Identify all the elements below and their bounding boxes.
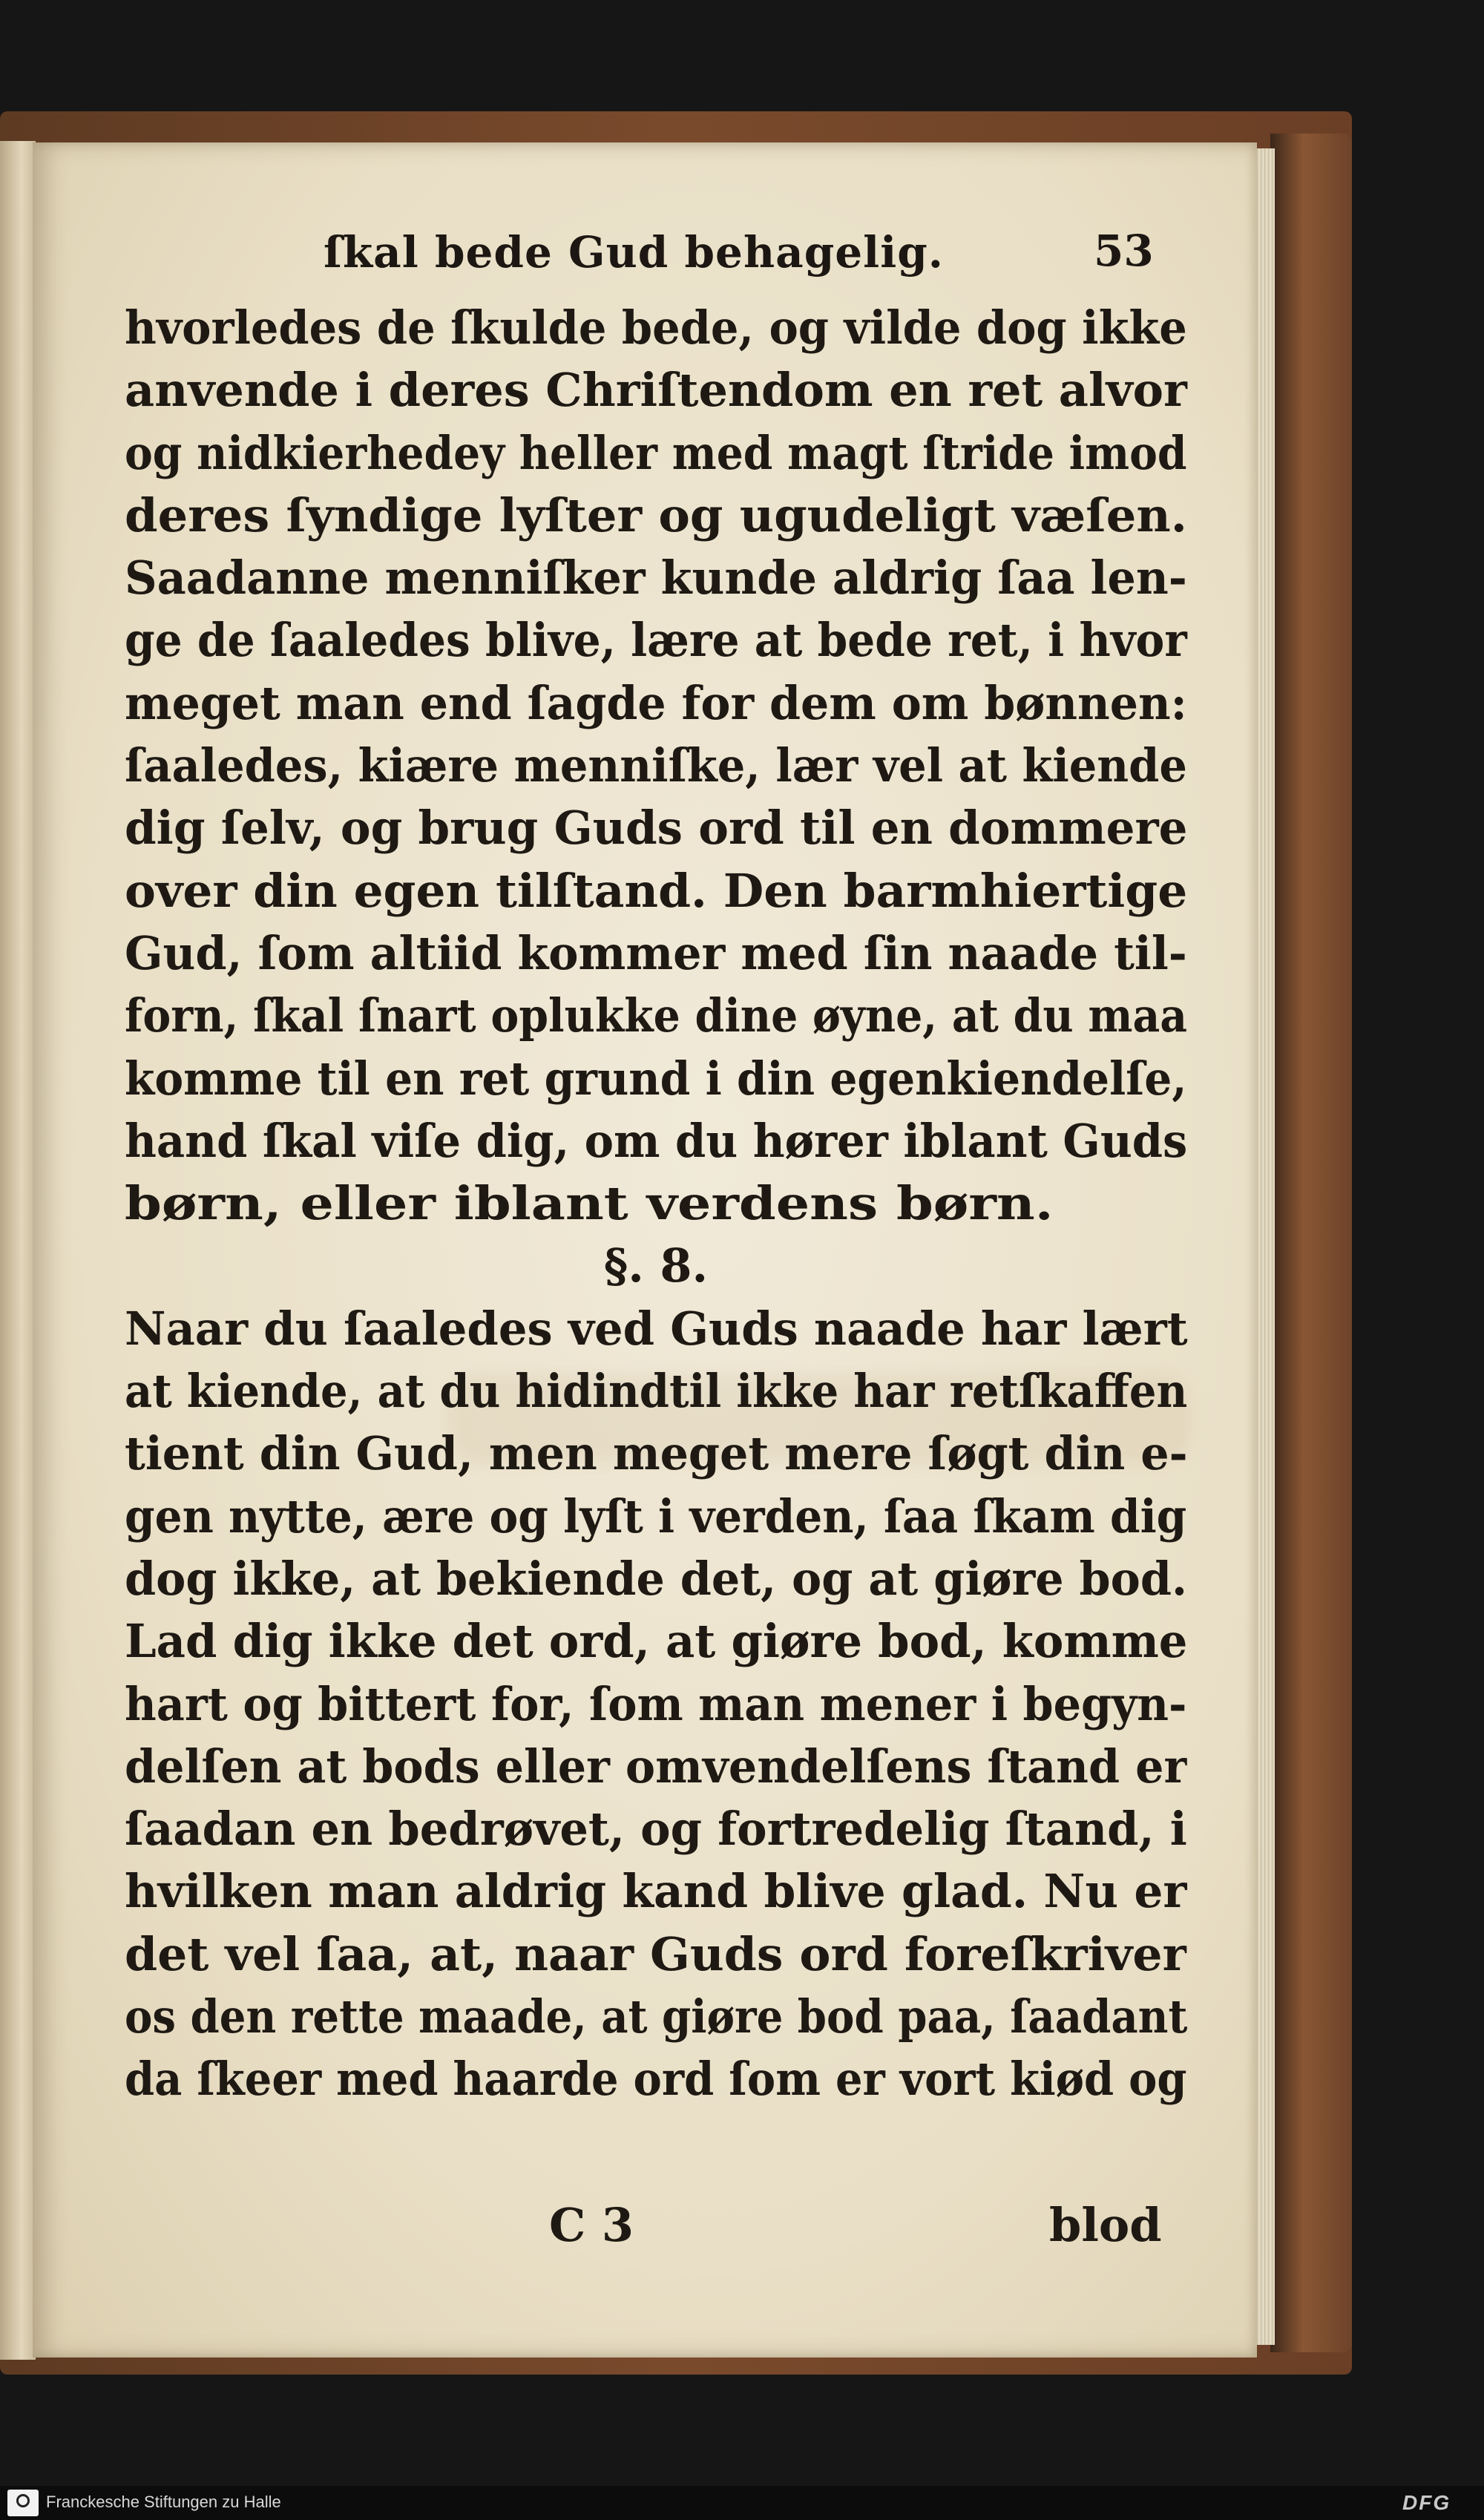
text-line: og nidkierhedey heller med magt ſtride imod [125, 425, 1187, 480]
text-line: dog ikke, at bekiende det, og at giøre bod. [125, 1551, 1187, 1606]
text-line: forn, ſkal ſnart oplukke dine øyne, at du maa [125, 988, 1187, 1043]
text-line: hvorledes de ſkulde bede, og vilde dog ikke [125, 301, 1187, 355]
text-line: Lad dig ikke det ord, at giøre bod, komme [125, 1614, 1188, 1669]
text-line: komme til en ret grund i din egenkiendelſe, [125, 1051, 1187, 1106]
book-cover-edge [1270, 134, 1352, 2352]
text-line: tient din Gud, men meget mere ſøgt din e- [125, 1426, 1188, 1481]
text-line: deres ſyndige lyſter og ugudeligt væſen. [125, 488, 1187, 542]
text-line: ſaaledes, kiære menniſke, lær vel at kiende [125, 738, 1187, 793]
dfg-logo: DFG [1402, 2491, 1451, 2514]
text-line: dig ſelv, og brug Guds ord til en dommere [125, 801, 1188, 856]
facing-page-edge [0, 141, 36, 2360]
text-line: anvende i deres Chriſtendom en ret alvor [125, 363, 1188, 418]
text-line: hvilken man aldrig kand blive glad. Nu er [125, 1864, 1187, 1919]
institution-logo-icon [7, 2490, 39, 2516]
text-line: da ſkeer med haarde ord ſom er vort kiød og [125, 2052, 1187, 2107]
page-number: 53 [1094, 226, 1154, 276]
text-line: børn, eller iblant verdens børn. [125, 1176, 1054, 1231]
text-line: at kiende, at du hidindtil ikke har retſkaffen [125, 1364, 1188, 1419]
text-line: Saadanne menniſker kunde aldrig ſaa len- [125, 551, 1187, 606]
text-line: Naar du ſaaledes ved Guds naade har lært [125, 1301, 1188, 1356]
text-line: hart og bittert for, ſom man mener i begyn- [125, 1676, 1187, 1731]
body-text [125, 297, 1187, 2111]
text-line: delſen at bods eller omvendelſens ſtand er [125, 1739, 1187, 1794]
signature-mark: C 3 [549, 2198, 634, 2252]
text-line: ge de ſaaledes blive, lære at bede ret, i hvor [125, 613, 1187, 668]
text-line: ſaadan en bedrøvet, og fortredelig ſtand, i [125, 1802, 1187, 1857]
text-line: gen nytte, ære og lyſt i verden, ſaa ſkam dig [125, 1489, 1187, 1543]
catchword: blod [1049, 2198, 1162, 2252]
text-line: os den rette maade, at giøre bod paa, ſaadant [125, 1989, 1188, 2044]
running-head: ſkal bede Gud behagelig. [324, 227, 944, 278]
text-line: Gud, ſom altiid kommer med ſin naade til- [125, 925, 1187, 980]
text-line: det vel ſaa, at, naar Guds ord foreſkriver [125, 1926, 1187, 1981]
section-heading: §. 8. [603, 1238, 709, 1293]
text-line: meget man end ſagde for dem om bønnen: [125, 675, 1187, 730]
institution-name: Franckesche Stiftungen zu Halle [46, 2493, 281, 2511]
text-line: hand ſkal viſe dig, om du hører iblant Guds [125, 1113, 1187, 1168]
text-line: over din egen tilſtand. Den barmhiertige [125, 863, 1188, 918]
